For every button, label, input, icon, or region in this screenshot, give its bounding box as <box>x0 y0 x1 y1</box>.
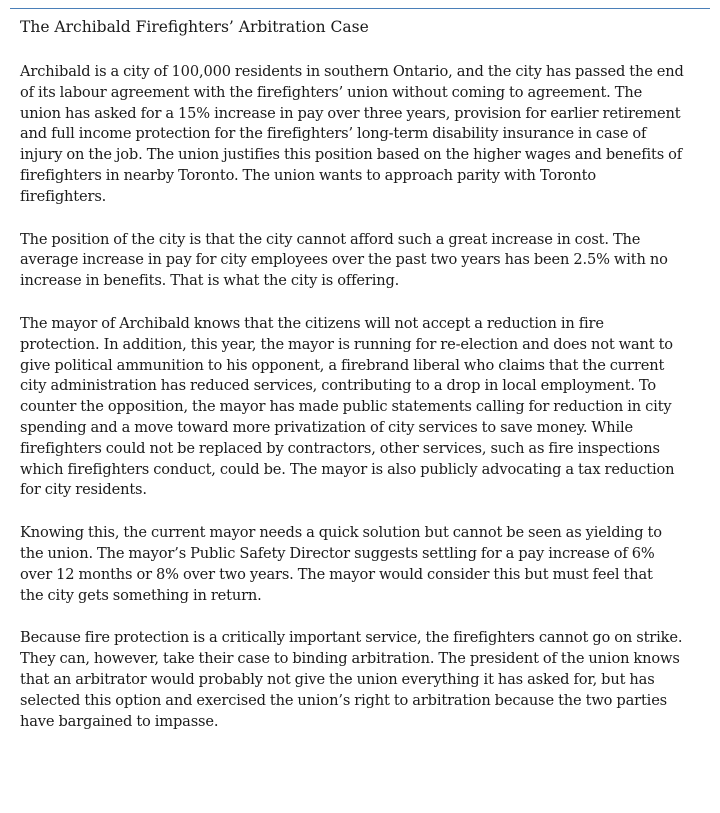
document-body <box>20 62 710 754</box>
text-line: firefighters in nearby Toronto. The union wants to approach parity with Toronto <box>20 166 597 184</box>
text-line: average increase in pay for city employees over the past two years has been 2.5% with no <box>20 251 668 269</box>
text-line: that an arbitrator would probably not give the union everything it has asked for, but has <box>20 670 655 688</box>
text-line: injury on the job. The union justifies this position based on the higher wages and benefits of <box>20 146 683 164</box>
text-line: spending and a move toward more privatization of city services to save money. While <box>20 418 634 436</box>
text-line: city administration has reduced services, contributing to a drop in local employment. To <box>20 377 657 395</box>
text-line: over 12 months or 8% over two years. The mayor would consider this but must feel that <box>20 565 653 583</box>
paragraph-5 <box>20 628 710 732</box>
text-line: the city gets something in return. <box>20 586 262 604</box>
paragraph-1 <box>20 62 710 208</box>
paragraph-2 <box>20 230 710 292</box>
text-line: Archibald is a city of 100,000 residents in southern Ontario, and the city has passed the end <box>20 63 684 80</box>
text-line: Because fire protection is a critically important service, the firefighters cannot go on strike. <box>20 629 683 647</box>
top-rule <box>10 8 710 9</box>
text-line: for city residents. <box>20 481 147 499</box>
text-line: Knowing this, the current mayor needs a quick solution but cannot be seen as yielding to <box>20 524 662 542</box>
text-line: selected this option and exercised the union’s right to arbitration because the two parties <box>20 691 668 709</box>
paragraph-4 <box>20 523 710 606</box>
text-line: union has asked for a 15% increase in pay over three years, provision for earlier retirement <box>20 104 681 122</box>
text-line: which firefighters conduct, could be. The mayor is also publicly advocating a tax reduction <box>20 460 675 478</box>
text-line: increase in benefits. That is what the city is offering. <box>20 272 400 290</box>
paragraph-3 <box>20 314 710 501</box>
text-line: give political ammunition to his opponent, a firebrand liberal who claims that the current <box>20 356 665 374</box>
text-line: The position of the city is that the city cannot afford such a great increase in cost. The <box>20 230 641 248</box>
text-line: firefighters could not be replaced by contractors, other services, such as fire inspections <box>20 439 660 457</box>
text-line: the union. The mayor’s Public Safety Director suggests settling for a pay increase of 6% <box>20 544 655 562</box>
text-line: protection. In addition, this year, the mayor is running for re-election and does not want to <box>20 335 673 353</box>
text-line: and full income protection for the firefighters’ long-term disability insurance in case of <box>20 125 647 143</box>
text-line: of its labour agreement with the firefighters’ union without coming to agreement. The <box>20 83 643 101</box>
document-title: The Archibald Firefighters’ Arbitration Case <box>20 18 369 36</box>
text-line: The mayor of Archibald knows that the citizens will not accept a reduction in fire <box>20 314 604 332</box>
text-line: They can, however, take their case to binding arbitration. The president of the union knows <box>20 650 680 668</box>
text-line: counter the opposition, the mayor has made public statements calling for reduction in city <box>20 398 672 416</box>
text-line: have bargained to impasse. <box>20 712 219 730</box>
text-line: firefighters. <box>20 187 107 205</box>
